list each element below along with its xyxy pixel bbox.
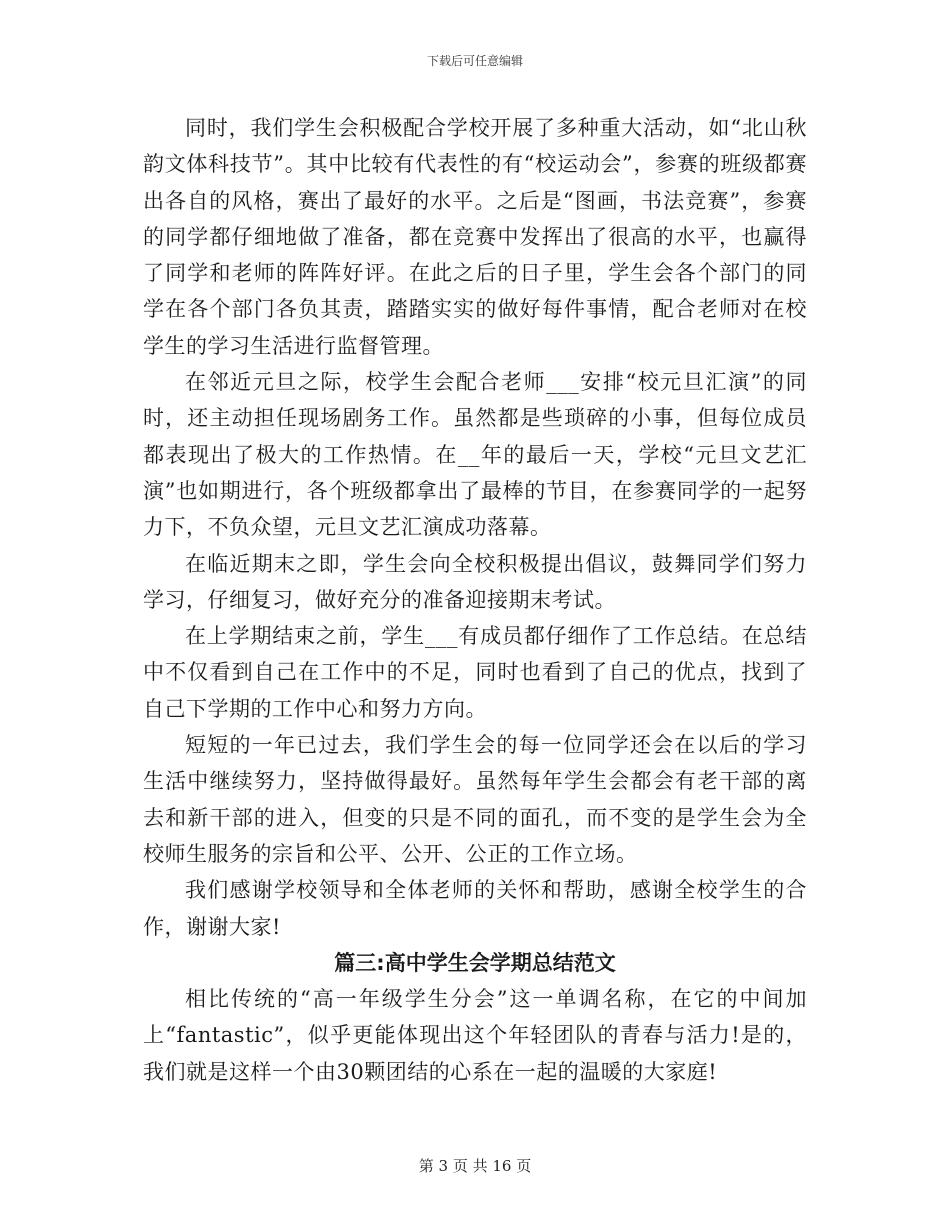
paragraph: 在邻近元旦之际，校学生会配合老师___安排“校元旦汇演”的同时，还主动担任现场剧务工作。虽然都是些琐碎的小事，但每位成员都表现出了极大的工作热情。在__年的最后一天，学校“元旦文艺汇演”也如期进行，各个班级都拿出了最棒的节目，在参赛同学的一起努力下，不负众望，元旦文艺汇演成功落幕。: [143, 370, 807, 540]
paragraph: 在上学期结束之前，学生___有成员都仔细作了工作总结。在总结中不仅看到自己在工作中的不足，同时也看到了自己的优点，找到了自己下学期的工作中心和努力方向。: [143, 624, 807, 721]
document-body: [143, 110, 807, 1090]
paragraph: 短短的一年已过去，我们学生会的每一位同学还会在以后的学习生活中继续努力，坚持做得最好。虽然每年学生会都会有老干部的离去和新干部的进入，但变的只是不同的面孔，而不变的是学生会为全校师生服务的宗旨和公平、公开、公正的工作立场。: [143, 733, 807, 866]
page-header: 下载后可任意编辑: [426, 54, 523, 68]
paragraph: 我们感谢学校领导和全体老师的关怀和帮助，感谢全校学生的合作，谢谢大家!: [143, 878, 807, 939]
paragraph: 在临近期末之即，学生会向全校积极提出倡议，鼓舞同学们努力学习，仔细复习，做好充分的准备迎接期末考试。: [143, 551, 807, 612]
paragraph: 同时，我们学生会积极配合学校开展了多种重大活动，如“北山秋韵文体科技节”。其中比较有代表性的有“校运动会”，参赛的班级都赛出各自的风格，赛出了最好的水平。之后是“图画，书法竞赛”，参赛的同学都仔细地做了准备，都在竞赛中发挥出了很高的水平，也赢得了同学和老师的阵阵好评。在此之后的日子里，学生会各个部门的同学在各个部门各负其责，踏踏实实的做好每件事情，配合老师对在校学生的学习生活进行监督管理。: [143, 116, 807, 358]
section-title: 篇三:高中学生会学期总结范文: [334, 950, 616, 975]
page-footer: 第 3 页 共 16 页: [418, 1157, 532, 1175]
paragraph: 相比传统的“高一年级学生分会”这一单调名称，在它的中间加上“fantastic”，似乎更能体现出这个年轻团队的青春与活力!是的，我们就是这样一个由30颗团结的心系在一起的温暖的大家庭!: [143, 987, 807, 1084]
